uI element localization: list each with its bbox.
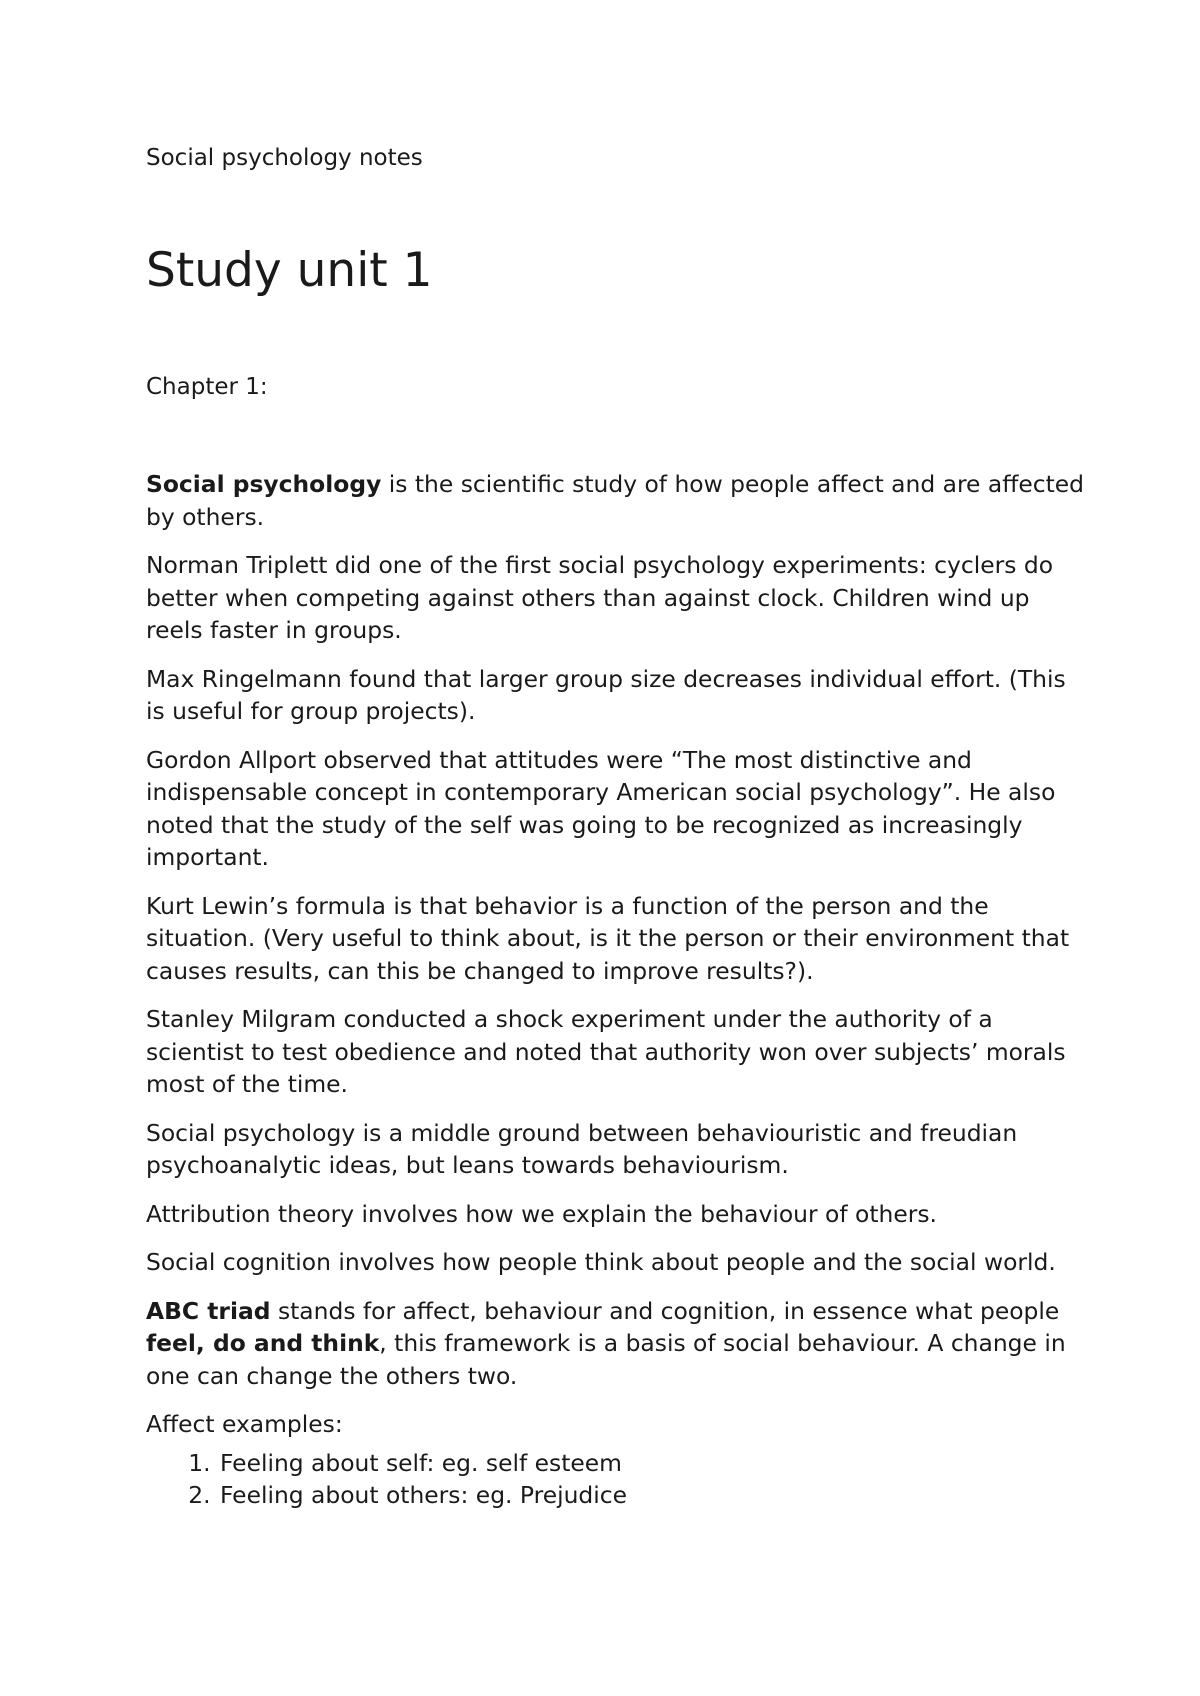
- list-item: 1. Feeling about self: eg. self esteem: [218, 1447, 1086, 1480]
- paragraph-allport: Gordon Allport observed that attitudes were “The most distinctive and indispensable concept in contemporary American social psychology”. He also noted that the study of the self was going to be recognized as increasingly important.: [146, 745, 1056, 871]
- paragraph-lewin: Kurt Lewin’s formula is that behavior is a function of the person and the situation. (Very useful to think about, is it the person or their environment that causes results, can this be changed to improve results?).: [146, 891, 1070, 985]
- chapter-heading: Chapter 1:: [146, 374, 268, 400]
- notes-body: [146, 468, 1086, 1512]
- paragraph-definition: [146, 468, 1086, 533]
- paragraph-abc-triad: [146, 1295, 1086, 1393]
- list-item: 2. Feeling about others: eg. Prejudice: [218, 1479, 1086, 1512]
- paragraph-milgram: Stanley Milgram conducted a shock experiment under the authority of a scientist to test obedience and noted that authority won over subjects’ morals most of the time.: [146, 1005, 1066, 1098]
- unit-title: Study unit 1: [146, 243, 433, 298]
- paragraph-triplett: Norman Triplett did one of the first social psychology experiments: cyclers do better when competing against others than against clock. Children wind up reels faster in groups.: [146, 551, 1054, 644]
- paragraph-attribution-theory: Attribution theory involves how we explain the behaviour of others.: [146, 1199, 937, 1228]
- paragraph-ringelmann: Max Ringelmann found that larger group size decreases individual effort. (This is useful for group projects).: [146, 664, 1066, 725]
- term-abc-triad: ABC triad: [146, 1296, 271, 1325]
- abc-emphasis: feel, do and think: [146, 1329, 380, 1357]
- document-label: Social psychology notes: [146, 145, 423, 171]
- abc-text-b: , this framework is a basis of social behaviour. A change in one can change the others two.: [146, 1329, 1066, 1390]
- affect-examples-heading: Affect examples:: [146, 1410, 343, 1438]
- paragraph-middle-ground: Social psychology is a middle ground between behaviouristic and freudian psychoanalytic ideas, but leans towards behaviourism.: [146, 1118, 1018, 1179]
- paragraph-social-cognition: Social cognition involves how people think about people and the social world.: [146, 1248, 1056, 1276]
- abc-text-a: stands for affect, behaviour and cognition, in essence what people: [270, 1296, 1060, 1325]
- definition-text: is the scientific study of how people affect and are affected by others.: [146, 470, 1084, 531]
- term-social-psychology: Social psychology: [146, 470, 382, 498]
- affect-examples-list: [146, 1447, 1086, 1512]
